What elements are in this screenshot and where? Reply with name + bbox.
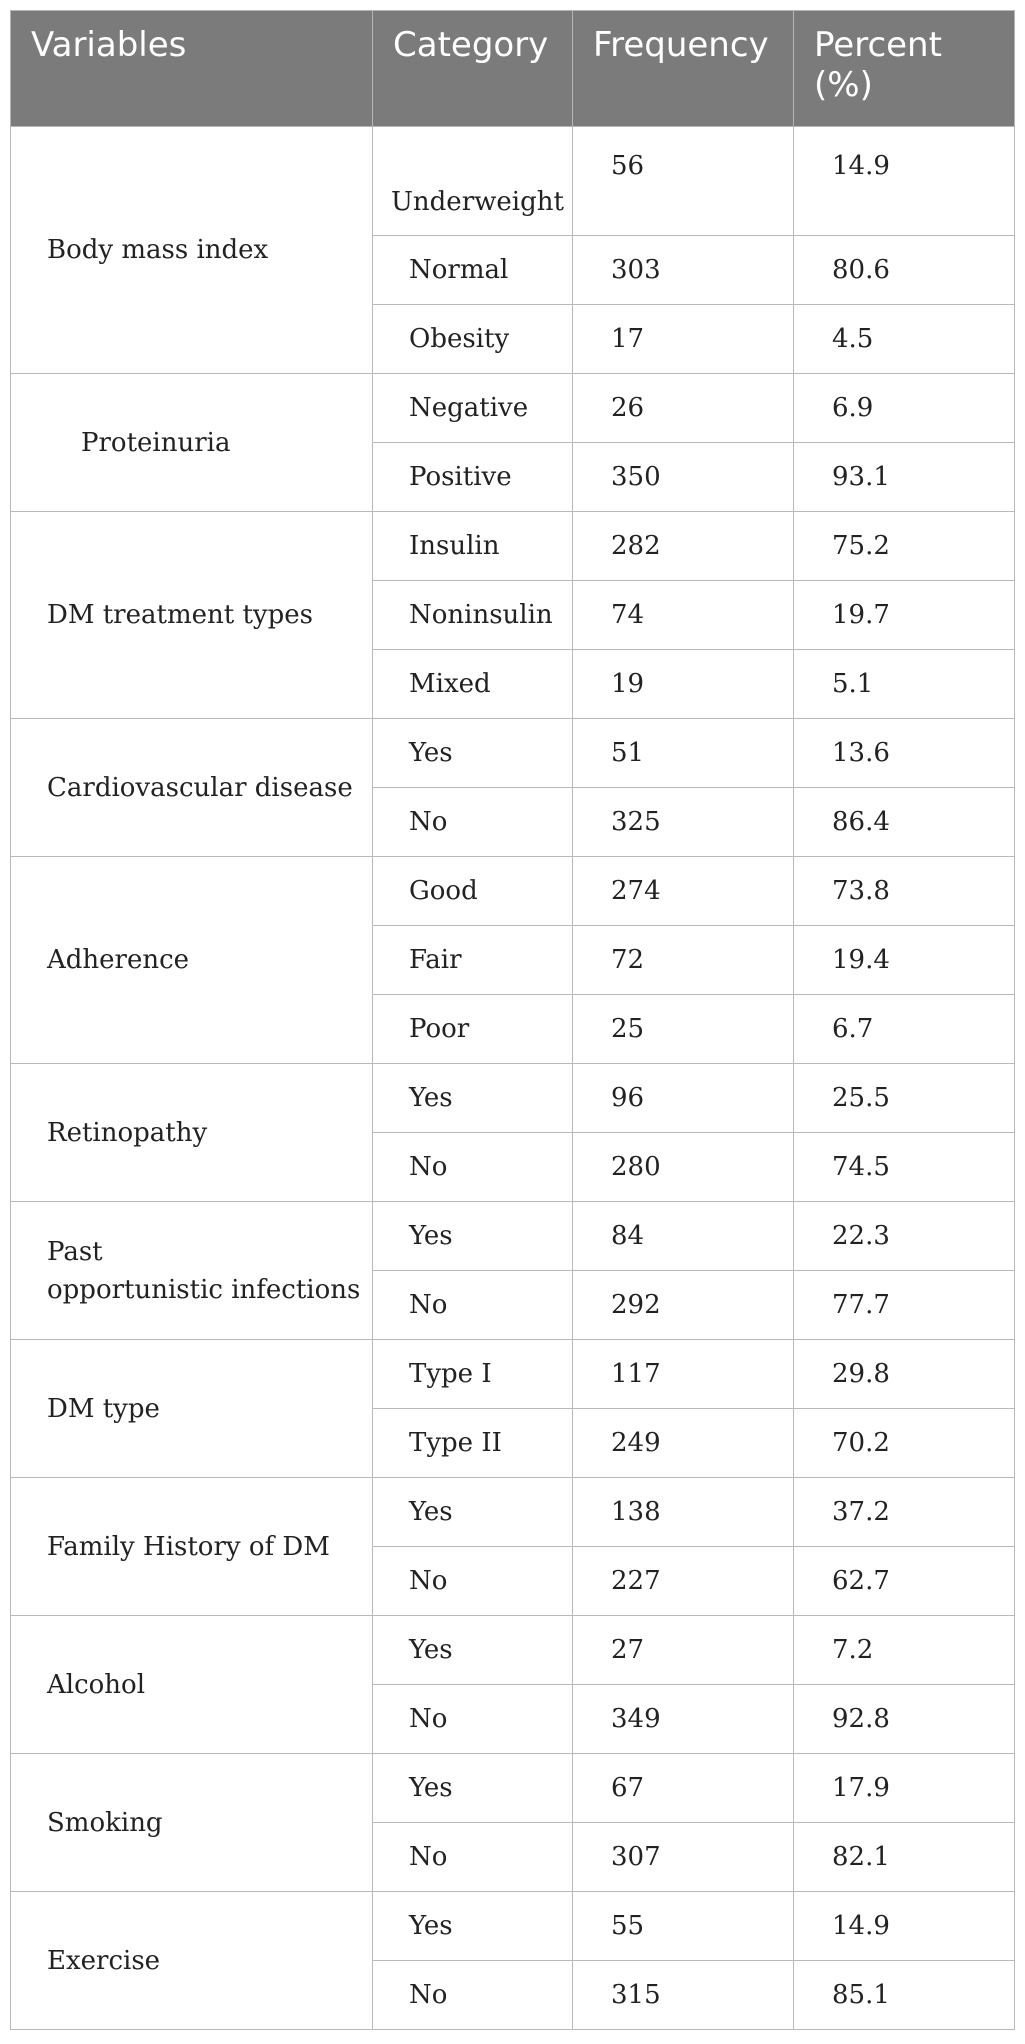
frequency-cell: 325 <box>573 788 794 857</box>
variable-cell: Alcohol <box>11 1616 373 1754</box>
category-cell: Noninsulin <box>373 581 573 650</box>
category-cell: Yes <box>373 1478 573 1547</box>
frequency-cell: 282 <box>573 512 794 581</box>
frequency-cell: 303 <box>573 236 794 305</box>
variable-cell: Proteinuria <box>11 374 373 512</box>
table-row <box>11 1064 1015 1133</box>
header-category: Category <box>373 11 573 127</box>
variable-cell: Body mass index <box>11 127 373 374</box>
table-row <box>11 1892 1015 1961</box>
category-cell: Yes <box>373 1202 573 1271</box>
percent-cell: 7.2 <box>794 1616 1015 1685</box>
variable-cell <box>11 1202 373 1340</box>
table-row <box>11 857 1015 926</box>
category-cell: No <box>373 1823 573 1892</box>
frequency-cell: 307 <box>573 1823 794 1892</box>
category-cell: Mixed <box>373 650 573 719</box>
table-row <box>11 1754 1015 1823</box>
percent-cell: 29.8 <box>794 1340 1015 1409</box>
category-cell: Negative <box>373 374 573 443</box>
category-cell: Insulin <box>373 512 573 581</box>
category-cell: Yes <box>373 1064 573 1133</box>
table-row <box>11 127 1015 236</box>
category-cell: Good <box>373 857 573 926</box>
frequency-cell: 84 <box>573 1202 794 1271</box>
variable-cell: Cardiovascular disease <box>11 719 373 857</box>
frequency-cell: 51 <box>573 719 794 788</box>
header-percent: Percent (%) <box>794 11 1015 127</box>
percent-cell: 25.5 <box>794 1064 1015 1133</box>
percent-cell: 74.5 <box>794 1133 1015 1202</box>
percent-cell: 37.2 <box>794 1478 1015 1547</box>
category-cell: Type I <box>373 1340 573 1409</box>
table-row <box>11 512 1015 581</box>
category-cell: Poor <box>373 995 573 1064</box>
category-cell: No <box>373 1547 573 1616</box>
variable-label-line: Past <box>47 1236 103 1267</box>
frequency-cell: 249 <box>573 1409 794 1478</box>
frequency-cell: 25 <box>573 995 794 1064</box>
frequency-cell: 96 <box>573 1064 794 1133</box>
category-cell: No <box>373 1271 573 1340</box>
percent-cell: 14.9 <box>794 127 1015 236</box>
percent-cell: 6.9 <box>794 374 1015 443</box>
variable-cell: Family History of DM <box>11 1478 373 1616</box>
percent-cell: 6.7 <box>794 995 1015 1064</box>
frequency-cell: 67 <box>573 1754 794 1823</box>
table-row <box>11 719 1015 788</box>
frequency-cell: 117 <box>573 1340 794 1409</box>
frequency-cell: 55 <box>573 1892 794 1961</box>
category-cell: No <box>373 1961 573 2030</box>
frequency-cell: 74 <box>573 581 794 650</box>
percent-cell: 19.7 <box>794 581 1015 650</box>
frequency-cell: 292 <box>573 1271 794 1340</box>
variable-cell: Adherence <box>11 857 373 1064</box>
percent-cell: 19.4 <box>794 926 1015 995</box>
category-cell: Positive <box>373 443 573 512</box>
frequency-cell: 72 <box>573 926 794 995</box>
percent-cell: 86.4 <box>794 788 1015 857</box>
percent-cell: 70.2 <box>794 1409 1015 1478</box>
category-cell: No <box>373 1133 573 1202</box>
percent-cell: 85.1 <box>794 1961 1015 2030</box>
percent-cell: 14.9 <box>794 1892 1015 1961</box>
variable-cell: Exercise <box>11 1892 373 2030</box>
percent-cell: 92.8 <box>794 1685 1015 1754</box>
variable-label-line: opportunistic infections <box>47 1274 361 1305</box>
percent-cell: 13.6 <box>794 719 1015 788</box>
category-cell: Normal <box>373 236 573 305</box>
variable-cell: Smoking <box>11 1754 373 1892</box>
table-row <box>11 1202 1015 1271</box>
percent-cell: 62.7 <box>794 1547 1015 1616</box>
percent-cell: 77.7 <box>794 1271 1015 1340</box>
category-cell: Yes <box>373 719 573 788</box>
frequency-cell: 280 <box>573 1133 794 1202</box>
percent-cell: 5.1 <box>794 650 1015 719</box>
percent-cell: 73.8 <box>794 857 1015 926</box>
frequency-cell: 315 <box>573 1961 794 2030</box>
frequency-cell: 26 <box>573 374 794 443</box>
data-table <box>10 10 1015 2030</box>
percent-cell: 4.5 <box>794 305 1015 374</box>
table-row <box>11 1616 1015 1685</box>
percent-cell: 80.6 <box>794 236 1015 305</box>
category-cell: No <box>373 788 573 857</box>
frequency-cell: 349 <box>573 1685 794 1754</box>
table-body <box>11 127 1015 2030</box>
header-variables: Variables <box>11 11 373 127</box>
percent-cell: 82.1 <box>794 1823 1015 1892</box>
percent-cell: 22.3 <box>794 1202 1015 1271</box>
frequency-cell: 17 <box>573 305 794 374</box>
header-row <box>11 11 1015 127</box>
header-frequency: Frequency <box>573 11 794 127</box>
frequency-cell: 350 <box>573 443 794 512</box>
frequency-cell: 138 <box>573 1478 794 1547</box>
percent-cell: 17.9 <box>794 1754 1015 1823</box>
category-cell: Yes <box>373 1616 573 1685</box>
table-row <box>11 1340 1015 1409</box>
category-cell: Yes <box>373 1892 573 1961</box>
category-cell: No <box>373 1685 573 1754</box>
percent-cell: 75.2 <box>794 512 1015 581</box>
variable-cell: DM treatment types <box>11 512 373 719</box>
variable-cell: DM type <box>11 1340 373 1478</box>
category-cell: Underweight <box>373 127 573 236</box>
table-row <box>11 374 1015 443</box>
category-cell: Type II <box>373 1409 573 1478</box>
category-cell: Yes <box>373 1754 573 1823</box>
frequency-cell: 19 <box>573 650 794 719</box>
frequency-cell: 227 <box>573 1547 794 1616</box>
category-cell: Fair <box>373 926 573 995</box>
frequency-cell: 274 <box>573 857 794 926</box>
frequency-cell: 56 <box>573 127 794 236</box>
variable-cell: Retinopathy <box>11 1064 373 1202</box>
table-row <box>11 1478 1015 1547</box>
percent-cell: 93.1 <box>794 443 1015 512</box>
category-cell: Obesity <box>373 305 573 374</box>
frequency-cell: 27 <box>573 1616 794 1685</box>
